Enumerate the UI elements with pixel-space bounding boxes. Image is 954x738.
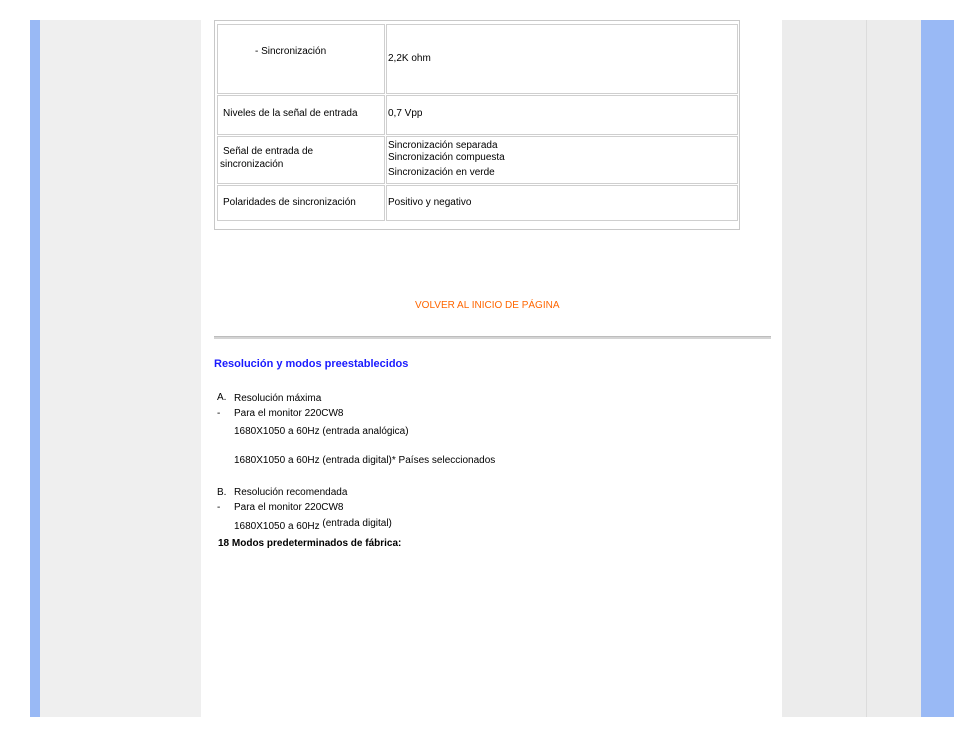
table-cell-label: [217, 95, 385, 135]
row-value-sync-separate: Sincronización separada: [388, 140, 498, 151]
table-cell-label: [217, 136, 385, 184]
row-label-sync: - Sincronización: [255, 46, 327, 57]
list-dash: -: [217, 408, 221, 419]
recommended-resolution-label: Resolución recomendada: [234, 487, 348, 498]
monitor-model-text: Para el monitor 220CW8: [234, 502, 344, 513]
right-gray-panel: [782, 20, 866, 717]
analog-resolution-text: 1680X1050 a 60Hz (entrada analógica): [234, 426, 409, 437]
row-label-polarities: Polaridades de sincronización: [223, 197, 356, 208]
list-dash: -: [217, 502, 221, 513]
recommended-resolution-main: 1680X1050 a 60Hz: [234, 521, 320, 532]
recommended-resolution-value: [234, 518, 392, 533]
row-label-sync-input-line1: Señal de entrada de: [223, 146, 314, 157]
back-to-top-link[interactable]: VOLVER AL INICIO DE PÁGINA: [415, 300, 560, 311]
left-gray-panel: [40, 20, 201, 717]
table-cell-label: [217, 24, 385, 94]
row-value-sync-composite: Sincronización compuesta: [388, 152, 505, 163]
monitor-model-text: Para el monitor 220CW8: [234, 408, 344, 419]
table-cell-value: [386, 24, 738, 94]
table-cell-label: [217, 185, 385, 221]
recommended-resolution-suffix: (entrada digital): [322, 518, 392, 529]
max-resolution-label: Resolución máxima: [234, 393, 322, 404]
right-gray-panel-2: [867, 20, 921, 717]
factory-modes-heading: 18 Modos predeterminados de fábrica:: [218, 538, 402, 549]
row-value-sync-green: Sincronización en verde: [388, 167, 495, 178]
spec-table: [214, 20, 740, 230]
row-value-polarities: Positivo y negativo: [388, 197, 472, 208]
list-marker-a: A.: [217, 392, 227, 403]
row-label-sync-input-line2: sincronización: [220, 159, 284, 170]
row-label-signal-levels: Niveles de la señal de entrada: [223, 108, 358, 119]
table-cell-value: [386, 95, 738, 135]
horizontal-divider: [214, 336, 771, 339]
digital-resolution-text: 1680X1050 a 60Hz (entrada digital)* Países seleccionados: [234, 455, 496, 466]
section-title: Resolución y modos preestablecidos: [214, 358, 409, 370]
row-value-signal-levels: 0,7 Vpp: [388, 108, 423, 119]
right-blue-stripe: [921, 20, 954, 717]
list-marker-b: B.: [217, 487, 227, 498]
table-cell-value: [386, 185, 738, 221]
left-blue-stripe: [30, 20, 40, 717]
row-value-impedance: 2,2K ohm: [388, 53, 431, 64]
table-cell-value: [386, 136, 738, 184]
